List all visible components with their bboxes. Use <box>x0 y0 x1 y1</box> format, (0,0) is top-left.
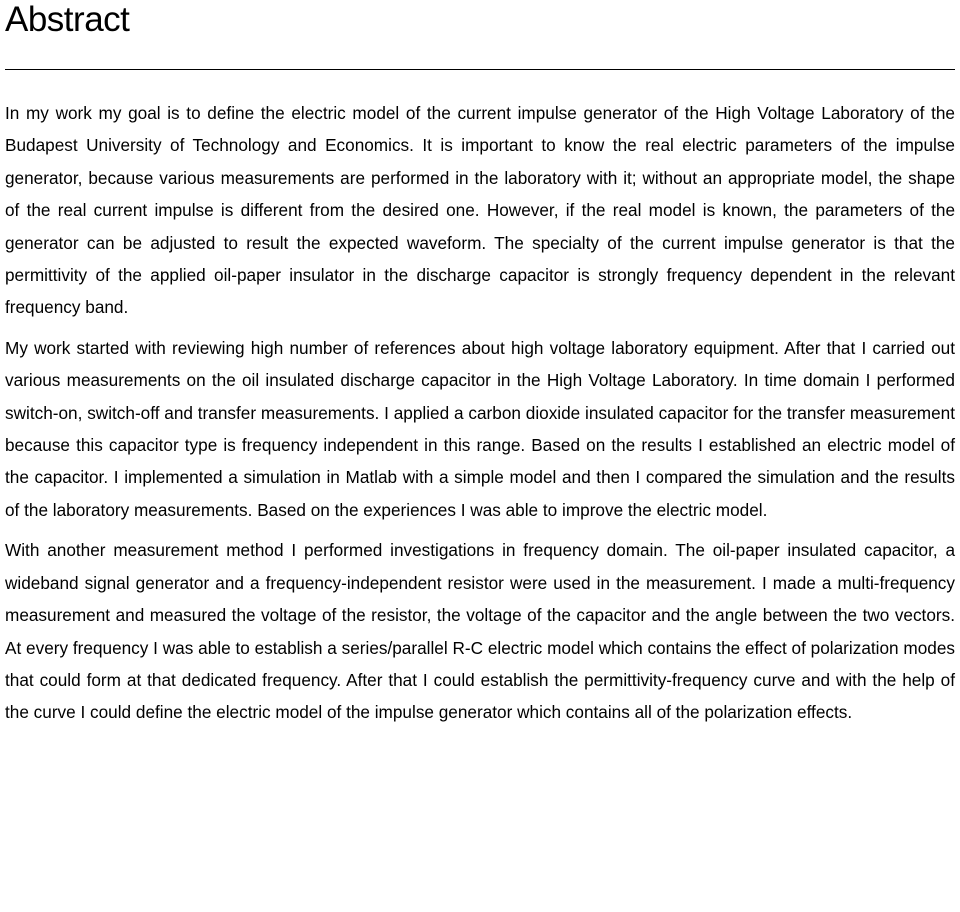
abstract-body <box>5 97 955 729</box>
abstract-paragraph-2: My work started with reviewing high number of references about high voltage laboratory equipment. After that I carried out various measurements on the oil insulated discharge capacitor in the High Voltage Laboratory. In time domain I performed switch-on, switch-off and transfer measurements. I applied a carbon dioxide insulated capacitor for the transfer measurement because this capacitor type is frequency independent in this range. Based on the results I established an electric model of the capacitor. I implemented a simulation in Matlab with a simple model and then I compared the simulation and the results of the laboratory measurements. Based on the experiences I was able to improve the electric model. <box>5 337 955 520</box>
heading-divider <box>5 69 955 70</box>
abstract-heading: Abstract <box>5 0 130 39</box>
abstract-paragraph-1: In my work my goal is to define the electric model of the current impulse generator of the High Voltage Laboratory of the Budapest University of Technology and Economics. It is important to know the real electric parameters of the impulse generator, because various measurements are performed in the laboratory with it; without an appropriate model, the shape of the real current impulse is different from the desired one. However, if the real model is known, the parameters of the generator can be adjusted to result the expected waveform. The specialty of the current impulse generator is that the permittivity of the applied oil-paper insulator in the discharge capacitor is strongly frequency dependent in the relevant frequency band. <box>5 103 955 318</box>
abstract-paragraph-3: With another measurement method I performed investigations in frequency domain. The oil-paper insulated capacitor, a wideband signal generator and a frequency-independent resistor were used in the measurement. I made a multi-frequency measurement and measured the voltage of the resistor, the voltage of the capacitor and the angle between the two vectors. At every frequency I was able to establish a series/parallel R-C electric model which contains the effect of polarization modes that could form at that dedicated frequency. After that I could establish the permittivity-frequency curve and with the help of the curve I could define the electric model of the impulse generator which contains all of the polarization effects. <box>5 540 955 723</box>
